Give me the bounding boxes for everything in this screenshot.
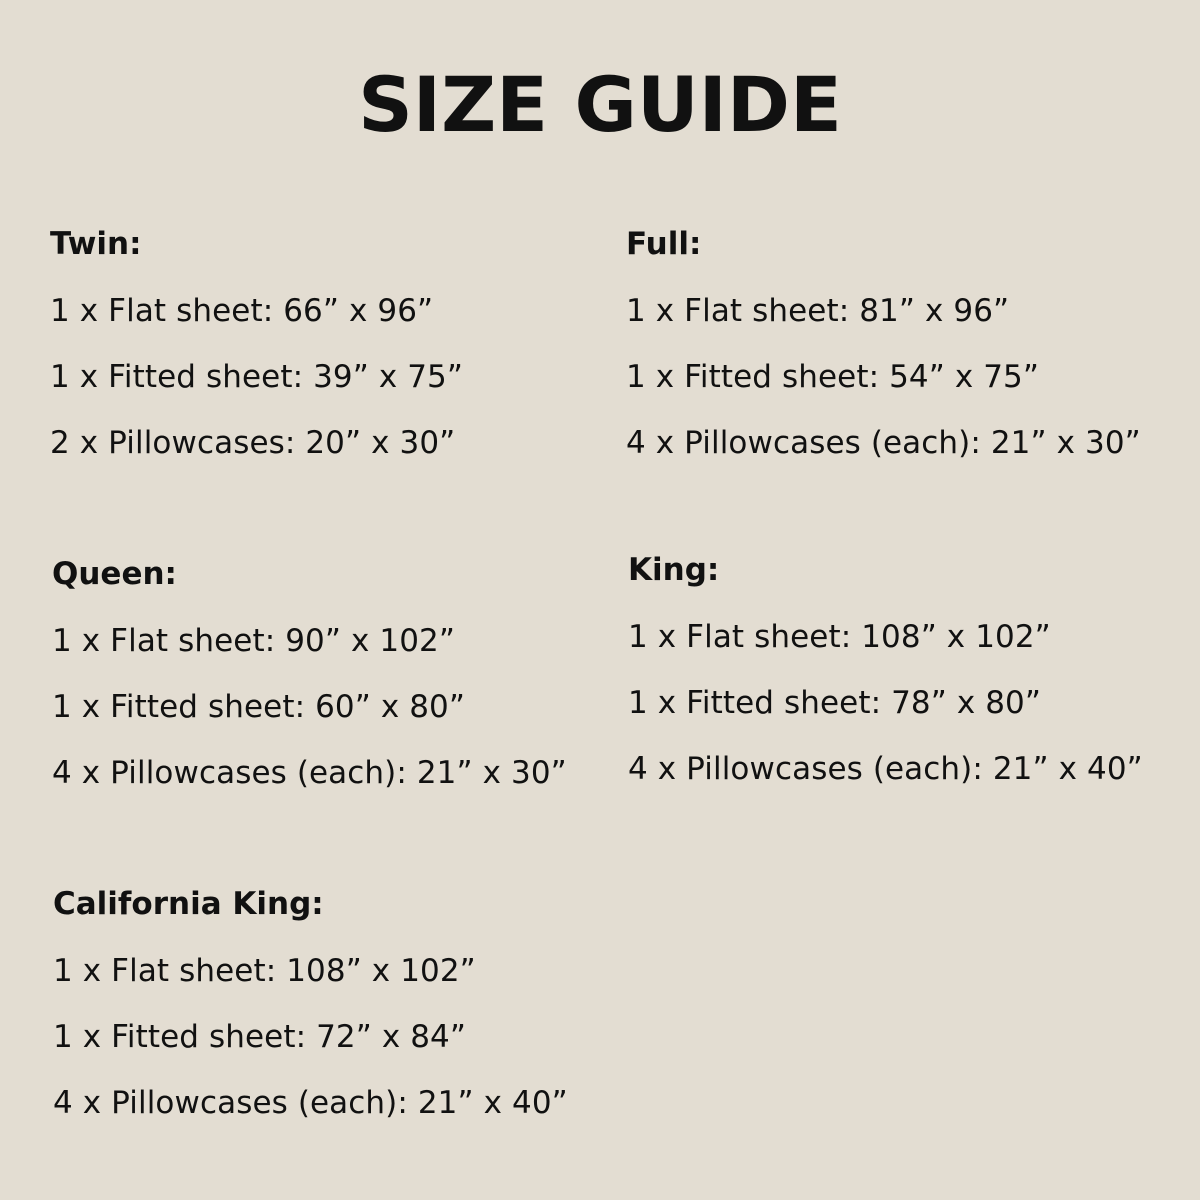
- pillowcase-size: 4 x Pillowcases (each): 21” x 30”: [52, 755, 567, 791]
- page-title: SIZE GUIDE: [358, 60, 842, 149]
- flat-sheet-size: 1 x Flat sheet: 108” x 102”: [628, 619, 1051, 655]
- size-section-california-king: [53, 884, 568, 1123]
- flat-sheet-size: 1 x Flat sheet: 66” x 96”: [50, 293, 434, 329]
- section-heading: Twin:: [50, 226, 142, 262]
- fitted-sheet-size: 1 x Fitted sheet: 39” x 75”: [50, 359, 464, 395]
- section-heading: King:: [628, 552, 720, 588]
- flat-sheet-size: 1 x Flat sheet: 108” x 102”: [53, 953, 476, 989]
- size-section-full: [626, 224, 1141, 463]
- pillowcase-size: 4 x Pillowcases (each): 21” x 40”: [53, 1085, 568, 1121]
- flat-sheet-size: 1 x Flat sheet: 81” x 96”: [626, 293, 1010, 329]
- flat-sheet-size: 1 x Flat sheet: 90” x 102”: [52, 623, 456, 659]
- size-section-queen: [52, 554, 567, 793]
- section-heading: California King:: [53, 886, 324, 922]
- pillowcase-size: 4 x Pillowcases (each): 21” x 40”: [628, 751, 1143, 787]
- fitted-sheet-size: 1 x Fitted sheet: 78” x 80”: [628, 685, 1042, 721]
- pillowcase-size: 2 x Pillowcases: 20” x 30”: [50, 425, 456, 461]
- size-section-twin: [50, 224, 463, 463]
- fitted-sheet-size: 1 x Fitted sheet: 54” x 75”: [626, 359, 1040, 395]
- section-heading: Full:: [626, 226, 702, 262]
- size-section-king: [628, 550, 1143, 789]
- fitted-sheet-size: 1 x Fitted sheet: 60” x 80”: [52, 689, 466, 725]
- section-heading: Queen:: [52, 556, 177, 592]
- pillowcase-size: 4 x Pillowcases (each): 21” x 30”: [626, 425, 1141, 461]
- fitted-sheet-size: 1 x Fitted sheet: 72” x 84”: [53, 1019, 467, 1055]
